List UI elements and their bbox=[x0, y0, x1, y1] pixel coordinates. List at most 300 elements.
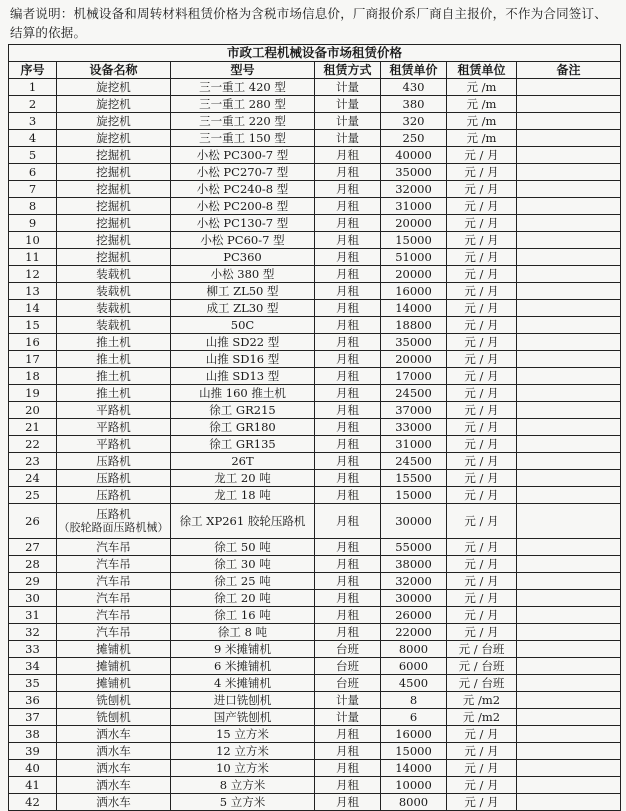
cell-model: 10 立方米 bbox=[171, 760, 315, 777]
cell-mode: 台班 bbox=[315, 658, 381, 675]
cell-remark bbox=[517, 215, 621, 232]
cell-name: 推土机 bbox=[57, 368, 171, 385]
cell-name: 铣刨机 bbox=[57, 709, 171, 726]
cell-remark bbox=[517, 300, 621, 317]
cell-model: 小松 PC240-8 型 bbox=[171, 181, 315, 198]
cell-price: 6000 bbox=[381, 658, 447, 675]
cell-name: 汽车吊 bbox=[57, 607, 171, 624]
cell-unit: 元 / 月 bbox=[447, 232, 517, 249]
cell-no: 42 bbox=[9, 794, 57, 811]
cell-no: 15 bbox=[9, 317, 57, 334]
cell-mode: 月租 bbox=[315, 147, 381, 164]
cell-no: 8 bbox=[9, 198, 57, 215]
cell-mode: 月租 bbox=[315, 470, 381, 487]
cell-unit: 元 /m bbox=[447, 79, 517, 96]
cell-model: 26T bbox=[171, 453, 315, 470]
cell-model: 小松 PC270-7 型 bbox=[171, 164, 315, 181]
cell-remark bbox=[517, 368, 621, 385]
cell-remark bbox=[517, 164, 621, 181]
cell-unit: 元 / 月 bbox=[447, 777, 517, 794]
cell-price: 14000 bbox=[381, 760, 447, 777]
cell-price: 17000 bbox=[381, 368, 447, 385]
cell-name: 推土机 bbox=[57, 385, 171, 402]
cell-mode: 计量 bbox=[315, 692, 381, 709]
table-row bbox=[9, 573, 621, 590]
rental-price-table bbox=[8, 44, 621, 811]
cell-remark bbox=[517, 760, 621, 777]
table-row bbox=[9, 777, 621, 794]
cell-unit: 元 / 月 bbox=[447, 453, 517, 470]
table-row bbox=[9, 743, 621, 760]
cell-model: 三一重工 150 型 bbox=[171, 130, 315, 147]
cell-price: 15000 bbox=[381, 232, 447, 249]
cell-name: 洒水车 bbox=[57, 726, 171, 743]
cell-remark bbox=[517, 470, 621, 487]
cell-unit: 元 / 月 bbox=[447, 164, 517, 181]
cell-name: 汽车吊 bbox=[57, 573, 171, 590]
table-row bbox=[9, 300, 621, 317]
cell-no: 1 bbox=[9, 79, 57, 96]
cell-no: 12 bbox=[9, 266, 57, 283]
table-row bbox=[9, 215, 621, 232]
cell-model: 小松 PC300-7 型 bbox=[171, 147, 315, 164]
cell-mode: 月租 bbox=[315, 436, 381, 453]
editor-note: 编者说明：机械设备和周转材料租赁价格为含税市场信息价，厂商报价系厂商自主报价，不作为合同签订、结算的依据。 bbox=[10, 6, 607, 40]
cell-mode: 月租 bbox=[315, 556, 381, 573]
cell-unit: 元 / 月 bbox=[447, 147, 517, 164]
table-row bbox=[9, 317, 621, 334]
cell-price: 32000 bbox=[381, 573, 447, 590]
cell-remark bbox=[517, 79, 621, 96]
cell-unit: 元 / 月 bbox=[447, 368, 517, 385]
cell-price: 55000 bbox=[381, 539, 447, 556]
cell-price: 24500 bbox=[381, 385, 447, 402]
cell-mode: 计量 bbox=[315, 96, 381, 113]
cell-price: 4500 bbox=[381, 675, 447, 692]
cell-name: 摊铺机 bbox=[57, 641, 171, 658]
cell-price: 31000 bbox=[381, 436, 447, 453]
cell-price: 22000 bbox=[381, 624, 447, 641]
table-row bbox=[9, 760, 621, 777]
cell-no: 17 bbox=[9, 351, 57, 368]
table-row bbox=[9, 539, 621, 556]
table-row bbox=[9, 590, 621, 607]
cell-no: 25 bbox=[9, 487, 57, 504]
cell-unit: 元 / 月 bbox=[447, 607, 517, 624]
table-title: 市政工程机械设备市场租赁价格 bbox=[9, 45, 621, 62]
cell-mode: 月租 bbox=[315, 215, 381, 232]
table-row bbox=[9, 198, 621, 215]
cell-unit: 元 / 月 bbox=[447, 760, 517, 777]
table-row bbox=[9, 266, 621, 283]
cell-unit: 元 / 月 bbox=[447, 385, 517, 402]
table-row bbox=[9, 470, 621, 487]
table-row bbox=[9, 130, 621, 147]
cell-name: 汽车吊 bbox=[57, 624, 171, 641]
cell-name-main: 压路机 bbox=[96, 507, 131, 521]
cell-remark bbox=[517, 147, 621, 164]
cell-no: 18 bbox=[9, 368, 57, 385]
cell-remark bbox=[517, 504, 621, 539]
cell-no: 37 bbox=[9, 709, 57, 726]
cell-no: 26 bbox=[9, 504, 57, 539]
table-row bbox=[9, 249, 621, 266]
table-row bbox=[9, 504, 621, 539]
cell-model: 徐工 GR180 bbox=[171, 419, 315, 436]
cell-price: 16000 bbox=[381, 726, 447, 743]
cell-price: 6 bbox=[381, 709, 447, 726]
cell-model: 小松 PC130-7 型 bbox=[171, 215, 315, 232]
cell-mode: 月租 bbox=[315, 334, 381, 351]
cell-remark bbox=[517, 573, 621, 590]
cell-model: 龙工 20 吨 bbox=[171, 470, 315, 487]
cell-no: 34 bbox=[9, 658, 57, 675]
cell-name: 装载机 bbox=[57, 266, 171, 283]
cell-mode: 月租 bbox=[315, 419, 381, 436]
cell-no: 2 bbox=[9, 96, 57, 113]
cell-unit: 元 /m2 bbox=[447, 709, 517, 726]
cell-mode: 计量 bbox=[315, 130, 381, 147]
cell-no: 40 bbox=[9, 760, 57, 777]
cell-unit: 元 / 月 bbox=[447, 317, 517, 334]
cell-model: 8 立方米 bbox=[171, 777, 315, 794]
table-row bbox=[9, 334, 621, 351]
cell-unit: 元 / 月 bbox=[447, 402, 517, 419]
cell-no: 9 bbox=[9, 215, 57, 232]
cell-mode: 台班 bbox=[315, 675, 381, 692]
cell-no: 27 bbox=[9, 539, 57, 556]
cell-remark bbox=[517, 692, 621, 709]
cell-remark bbox=[517, 385, 621, 402]
cell-price: 35000 bbox=[381, 164, 447, 181]
cell-no: 22 bbox=[9, 436, 57, 453]
cell-unit: 元 / 月 bbox=[447, 504, 517, 539]
cell-model: 徐工 30 吨 bbox=[171, 556, 315, 573]
cell-price: 320 bbox=[381, 113, 447, 130]
table-row bbox=[9, 641, 621, 658]
cell-mode: 计量 bbox=[315, 79, 381, 96]
cell-remark bbox=[517, 675, 621, 692]
header-model: 型号 bbox=[171, 62, 315, 79]
cell-price: 15500 bbox=[381, 470, 447, 487]
cell-mode: 月租 bbox=[315, 504, 381, 539]
cell-remark bbox=[517, 453, 621, 470]
cell-name: 旋挖机 bbox=[57, 113, 171, 130]
cell-no: 13 bbox=[9, 283, 57, 300]
cell-mode: 月租 bbox=[315, 743, 381, 760]
table-row bbox=[9, 385, 621, 402]
cell-model: 小松 PC200-8 型 bbox=[171, 198, 315, 215]
cell-price: 32000 bbox=[381, 181, 447, 198]
cell-name: 洒水车 bbox=[57, 777, 171, 794]
table-row bbox=[9, 453, 621, 470]
cell-no: 28 bbox=[9, 556, 57, 573]
cell-remark bbox=[517, 198, 621, 215]
header-name: 设备名称 bbox=[57, 62, 171, 79]
cell-unit: 元 /m bbox=[447, 96, 517, 113]
cell-unit: 元 / 月 bbox=[447, 794, 517, 811]
cell-no: 3 bbox=[9, 113, 57, 130]
cell-model: 小松 PC60-7 型 bbox=[171, 232, 315, 249]
cell-mode: 月租 bbox=[315, 351, 381, 368]
cell-model: 小松 380 型 bbox=[171, 266, 315, 283]
cell-remark bbox=[517, 794, 621, 811]
cell-model: 6 米摊铺机 bbox=[171, 658, 315, 675]
cell-price: 15000 bbox=[381, 487, 447, 504]
cell-no: 21 bbox=[9, 419, 57, 436]
cell-name: 装载机 bbox=[57, 317, 171, 334]
table-row bbox=[9, 283, 621, 300]
cell-model: 山推 SD13 型 bbox=[171, 368, 315, 385]
cell-mode: 月租 bbox=[315, 164, 381, 181]
cell-remark bbox=[517, 777, 621, 794]
cell-name: 挖掘机 bbox=[57, 181, 171, 198]
cell-unit: 元 / 月 bbox=[447, 249, 517, 266]
cell-name: 汽车吊 bbox=[57, 556, 171, 573]
cell-name-sub: （胶轮路面压路机械） bbox=[58, 521, 169, 534]
cell-model: 成工 ZL30 型 bbox=[171, 300, 315, 317]
cell-unit: 元 / 月 bbox=[447, 539, 517, 556]
cell-unit: 元 / 月 bbox=[447, 283, 517, 300]
cell-unit: 元 / 月 bbox=[447, 590, 517, 607]
cell-no: 41 bbox=[9, 777, 57, 794]
cell-mode: 月租 bbox=[315, 368, 381, 385]
cell-remark bbox=[517, 590, 621, 607]
cell-remark bbox=[517, 487, 621, 504]
cell-unit: 元 / 月 bbox=[447, 419, 517, 436]
cell-price: 380 bbox=[381, 96, 447, 113]
cell-unit: 元 /m2 bbox=[447, 692, 517, 709]
cell-name: 装载机 bbox=[57, 283, 171, 300]
cell-name: 旋挖机 bbox=[57, 96, 171, 113]
cell-price: 250 bbox=[381, 130, 447, 147]
cell-name: 汽车吊 bbox=[57, 590, 171, 607]
cell-no: 16 bbox=[9, 334, 57, 351]
cell-model: 三一重工 280 型 bbox=[171, 96, 315, 113]
cell-remark bbox=[517, 283, 621, 300]
table-row bbox=[9, 351, 621, 368]
cell-model: 4 米摊铺机 bbox=[171, 675, 315, 692]
cell-mode: 月租 bbox=[315, 453, 381, 470]
cell-name: 洒水车 bbox=[57, 743, 171, 760]
cell-price: 16000 bbox=[381, 283, 447, 300]
cell-model: 9 米摊铺机 bbox=[171, 641, 315, 658]
table-row bbox=[9, 675, 621, 692]
cell-price: 20000 bbox=[381, 215, 447, 232]
cell-unit: 元 / 台班 bbox=[447, 658, 517, 675]
cell-remark bbox=[517, 232, 621, 249]
cell-name: 挖掘机 bbox=[57, 215, 171, 232]
cell-mode: 月租 bbox=[315, 198, 381, 215]
cell-name: 汽车吊 bbox=[57, 539, 171, 556]
cell-mode: 月租 bbox=[315, 607, 381, 624]
cell-remark bbox=[517, 709, 621, 726]
cell-unit: 元 / 月 bbox=[447, 726, 517, 743]
cell-remark bbox=[517, 113, 621, 130]
table-row bbox=[9, 436, 621, 453]
cell-model: 徐工 GR215 bbox=[171, 402, 315, 419]
cell-no: 6 bbox=[9, 164, 57, 181]
cell-mode: 月租 bbox=[315, 249, 381, 266]
table-row bbox=[9, 419, 621, 436]
cell-unit: 元 / 月 bbox=[447, 351, 517, 368]
cell-mode: 台班 bbox=[315, 641, 381, 658]
header-price: 租赁单价 bbox=[381, 62, 447, 79]
cell-mode: 月租 bbox=[315, 300, 381, 317]
cell-remark bbox=[517, 351, 621, 368]
table-row bbox=[9, 232, 621, 249]
cell-remark bbox=[517, 743, 621, 760]
cell-remark bbox=[517, 624, 621, 641]
cell-price: 26000 bbox=[381, 607, 447, 624]
cell-no: 14 bbox=[9, 300, 57, 317]
cell-name: 平路机 bbox=[57, 436, 171, 453]
cell-unit: 元 /m bbox=[447, 130, 517, 147]
header-row bbox=[9, 62, 621, 79]
cell-name: 挖掘机 bbox=[57, 249, 171, 266]
cell-no: 11 bbox=[9, 249, 57, 266]
cell-remark bbox=[517, 96, 621, 113]
cell-mode: 月租 bbox=[315, 777, 381, 794]
cell-model: 山推 SD16 型 bbox=[171, 351, 315, 368]
cell-mode: 月租 bbox=[315, 317, 381, 334]
cell-unit: 元 / 台班 bbox=[447, 641, 517, 658]
cell-model: 龙工 18 吨 bbox=[171, 487, 315, 504]
cell-mode: 月租 bbox=[315, 487, 381, 504]
cell-mode: 月租 bbox=[315, 385, 381, 402]
cell-no: 20 bbox=[9, 402, 57, 419]
cell-no: 29 bbox=[9, 573, 57, 590]
table-row bbox=[9, 658, 621, 675]
header-mode: 租赁方式 bbox=[315, 62, 381, 79]
cell-remark bbox=[517, 249, 621, 266]
cell-no: 23 bbox=[9, 453, 57, 470]
cell-remark bbox=[517, 317, 621, 334]
cell-model: 5 立方米 bbox=[171, 794, 315, 811]
cell-remark bbox=[517, 334, 621, 351]
cell-mode: 月租 bbox=[315, 283, 381, 300]
cell-no: 24 bbox=[9, 470, 57, 487]
table-row bbox=[9, 709, 621, 726]
cell-name: 洒水车 bbox=[57, 760, 171, 777]
cell-mode: 月租 bbox=[315, 266, 381, 283]
cell-name: 挖掘机 bbox=[57, 147, 171, 164]
cell-model: 徐工 16 吨 bbox=[171, 607, 315, 624]
cell-remark bbox=[517, 556, 621, 573]
cell-name: 压路机 bbox=[57, 487, 171, 504]
cell-name: 洒水车 bbox=[57, 794, 171, 811]
cell-no: 32 bbox=[9, 624, 57, 641]
cell-model: 柳工 ZL50 型 bbox=[171, 283, 315, 300]
table-row bbox=[9, 487, 621, 504]
table-row bbox=[9, 147, 621, 164]
cell-no: 38 bbox=[9, 726, 57, 743]
cell-unit: 元 / 月 bbox=[447, 624, 517, 641]
cell-unit: 元 / 月 bbox=[447, 470, 517, 487]
cell-price: 20000 bbox=[381, 351, 447, 368]
cell-unit: 元 / 月 bbox=[447, 215, 517, 232]
cell-no: 4 bbox=[9, 130, 57, 147]
cell-unit: 元 / 月 bbox=[447, 198, 517, 215]
cell-unit: 元 / 月 bbox=[447, 573, 517, 590]
cell-no: 33 bbox=[9, 641, 57, 658]
header-remark: 备注 bbox=[517, 62, 621, 79]
cell-unit: 元 /m bbox=[447, 113, 517, 130]
cell-name: 挖掘机 bbox=[57, 198, 171, 215]
cell-mode: 月租 bbox=[315, 760, 381, 777]
cell-remark bbox=[517, 539, 621, 556]
cell-price: 30000 bbox=[381, 590, 447, 607]
table-row bbox=[9, 96, 621, 113]
cell-price: 20000 bbox=[381, 266, 447, 283]
cell-mode: 计量 bbox=[315, 709, 381, 726]
cell-remark bbox=[517, 419, 621, 436]
cell-remark bbox=[517, 130, 621, 147]
cell-price: 30000 bbox=[381, 504, 447, 539]
cell-name: 平路机 bbox=[57, 419, 171, 436]
cell-mode: 月租 bbox=[315, 726, 381, 743]
cell-mode: 月租 bbox=[315, 590, 381, 607]
table-row bbox=[9, 624, 621, 641]
cell-mode: 月租 bbox=[315, 181, 381, 198]
cell-model: 徐工 20 吨 bbox=[171, 590, 315, 607]
table-row bbox=[9, 79, 621, 96]
cell-price: 430 bbox=[381, 79, 447, 96]
cell-name: 旋挖机 bbox=[57, 79, 171, 96]
cell-name: 旋挖机 bbox=[57, 130, 171, 147]
cell-unit: 元 / 月 bbox=[447, 436, 517, 453]
table-row bbox=[9, 794, 621, 811]
cell-model: 徐工 GR135 bbox=[171, 436, 315, 453]
cell-name: 推土机 bbox=[57, 334, 171, 351]
table-row bbox=[9, 402, 621, 419]
cell-name: 铣刨机 bbox=[57, 692, 171, 709]
cell-unit: 元 / 月 bbox=[447, 300, 517, 317]
cell-mode: 月租 bbox=[315, 539, 381, 556]
cell-unit: 元 / 月 bbox=[447, 556, 517, 573]
cell-unit: 元 / 月 bbox=[447, 266, 517, 283]
cell-price: 8000 bbox=[381, 641, 447, 658]
cell-model: 15 立方米 bbox=[171, 726, 315, 743]
header-unit: 租赁单位 bbox=[447, 62, 517, 79]
cell-model: 12 立方米 bbox=[171, 743, 315, 760]
table-row bbox=[9, 556, 621, 573]
header-no: 序号 bbox=[9, 62, 57, 79]
cell-no: 7 bbox=[9, 181, 57, 198]
cell-no: 31 bbox=[9, 607, 57, 624]
cell-model: PC360 bbox=[171, 249, 315, 266]
cell-name: 挖掘机 bbox=[57, 164, 171, 181]
cell-name: 压路机 bbox=[57, 470, 171, 487]
cell-model: 进口铣刨机 bbox=[171, 692, 315, 709]
cell-unit: 元 / 台班 bbox=[447, 675, 517, 692]
cell-no: 36 bbox=[9, 692, 57, 709]
cell-no: 39 bbox=[9, 743, 57, 760]
cell-no: 10 bbox=[9, 232, 57, 249]
cell-model: 山推 SD22 型 bbox=[171, 334, 315, 351]
cell-price: 8 bbox=[381, 692, 447, 709]
cell-price: 40000 bbox=[381, 147, 447, 164]
cell-mode: 月租 bbox=[315, 624, 381, 641]
cell-model: 三一重工 420 型 bbox=[171, 79, 315, 96]
cell-price: 38000 bbox=[381, 556, 447, 573]
cell-mode: 月租 bbox=[315, 794, 381, 811]
cell-remark bbox=[517, 402, 621, 419]
cell-model: 国产铣刨机 bbox=[171, 709, 315, 726]
cell-model: 山推 160 推土机 bbox=[171, 385, 315, 402]
cell-name: 压路机 bbox=[57, 453, 171, 470]
table-row bbox=[9, 607, 621, 624]
